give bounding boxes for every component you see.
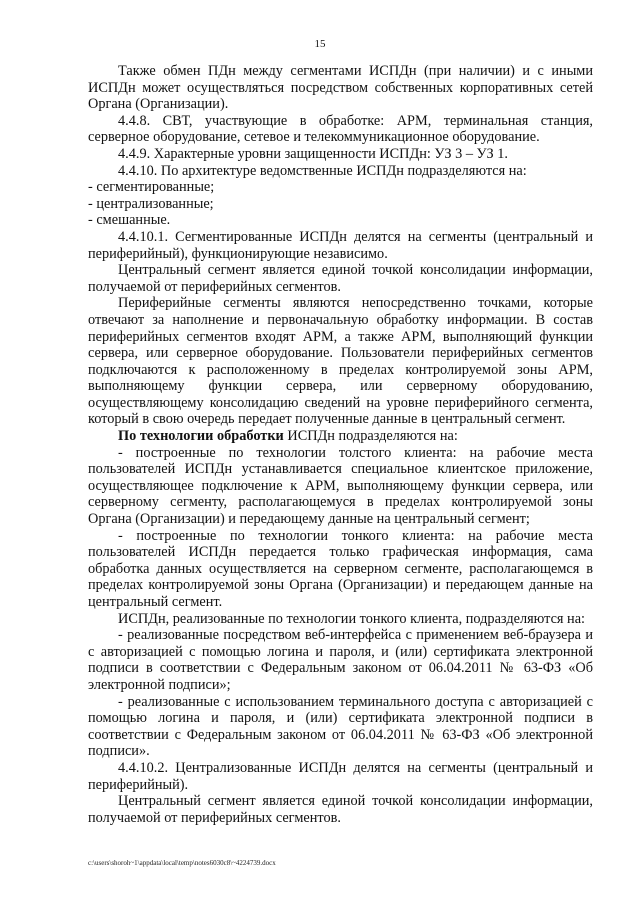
list-item: - смешанные. <box>88 212 171 229</box>
paragraph: Периферийные сегменты являются непосредственно точками, которые отвечают за наполнение и первоначальную обработку информации. В состав периферийных сегментов входят АРМ, а также АРМ, выполняющий функции сервера, или серверное оборудование. Пользователи периферийных сегментов подключаются к расположенному в пределах контролируемой зоны АРМ, выполняющему функции сервера, или серверному оборудованию, осуществляющему консолидацию сведений на уровне периферийного сегмента, который в свою очередь передает полученные данные в центральный сегмент. <box>88 295 593 428</box>
document-body <box>88 63 593 826</box>
paragraph: 4.4.8. СВТ, участвующие в обработке: АРМ, терминальная станция, серверное оборудование, сетевое и телекоммуникационное оборудование. <box>88 112 593 146</box>
list-item: - централизованные; <box>88 195 214 212</box>
footer-file-path: c:\users\shoroh~1\appdata\local\temp\notes6030c8\~4224739.docx <box>88 859 276 867</box>
list-item: - построенные по технологии толстого клиента: на рабочие места пользователей ИСПДн устанавливается специальное клиентское приложение, осуществляющее подключение к АРМ, выполняющему функции сервера, или серверному сегменту, располагающемуся в пределах контролируемой зоны Органа (Организации) и передающему данные на центральный сегмент; <box>88 444 593 528</box>
list-item: - построенные по технологии тонкого клиента: на рабочие места пользователей ИСПДн передается только графическая информация, сама обработка данных осуществляется на серверном сегменте, располагающемся в пределах контролируемой зоны Органа (Организации) и передающем данные на центральный сегмент. <box>88 527 593 610</box>
paragraph: Центральный сегмент является единой точкой консолидации информации, получаемой от периферийных сегментов. <box>88 793 593 826</box>
paragraph: ИСПДн, реализованные по технологии тонкого клиента, подразделяются на: <box>118 610 586 627</box>
list-item: - реализованные с использованием терминального доступа с авторизацией с помощью логина и пароля, и (или) сертификата электронной подписи в соответствии с Федеральным законом от 06.04.2011 № 63-ФЗ «Об электронной подписи». <box>88 693 593 760</box>
list-item: - сегментированные; <box>88 179 215 196</box>
paragraph: Также обмен ПДн между сегментами ИСПДн (при наличии) и с иными ИСПДн может осуществляться посредством собственных корпоративных сетей Органа (Организации). <box>88 63 593 113</box>
paragraph: 4.4.9. Характерные уровни защищенности ИСПДн: УЗ 3 – УЗ 1. <box>118 145 508 162</box>
technology-heading <box>88 428 593 445</box>
page-number: 15 <box>314 38 326 50</box>
paragraph: Центральный сегмент является единой точкой консолидации информации, получаемой от периферийных сегментов. <box>88 262 593 295</box>
list-item: - реализованные посредством веб-интерфейса с применением веб-браузера и с авторизацией с помощью логина и пароля, и (или) сертификата электронной подписи в соответствии с Федеральным законом от 06.04.2011 № 63-ФЗ «Об электронной подписи»; <box>88 627 593 693</box>
paragraph: 4.4.10.1. Сегментированные ИСПДн делятся на сегменты (центральный и периферийный), функционирующие независимо. <box>88 228 593 262</box>
paragraph: 4.4.10.2. Централизованные ИСПДн делятся на сегменты (центральный и периферийный). <box>88 759 593 793</box>
paragraph: 4.4.10. По архитектуре ведомственные ИСПДн подразделяются на: <box>118 162 527 179</box>
heading-rest-text: ИСПДн подразделяются на: <box>283 428 458 445</box>
heading-bold-text: По технологии обработки <box>118 428 284 445</box>
